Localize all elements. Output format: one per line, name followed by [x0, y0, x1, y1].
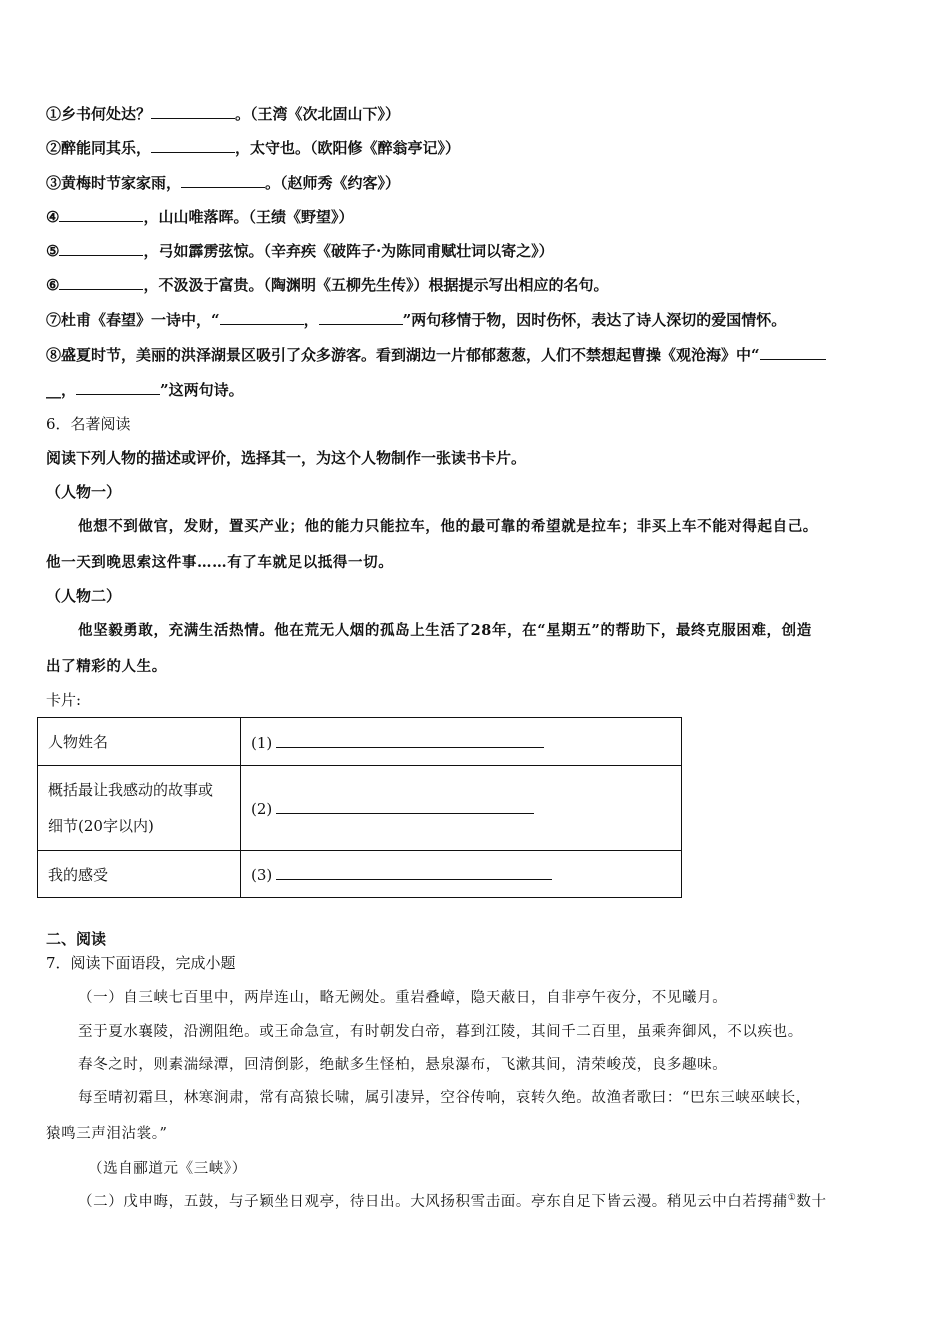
passage-source: （选自郦道元《三峡》） — [88, 1161, 247, 1177]
q6-title: 6．名著阅读 — [46, 415, 131, 433]
passage-line: 至于夏水襄陵，沿溯阻绝。或王命急宣，有时朝发白帝，暮到江陵，其间千二百里，虽乘奔御风，不以疾也。 — [78, 1024, 803, 1040]
card-row-name — [38, 718, 682, 766]
answer-blank[interactable] — [151, 103, 235, 119]
section-heading: 二、阅读 — [46, 930, 107, 948]
passage-line: 猿鸣三声泪沾裳。” — [46, 1126, 168, 1142]
card-cell-answer[interactable]: (3) — [241, 851, 682, 898]
answer-blank[interactable] — [151, 137, 235, 153]
poem-line-8-cont: __， ”这两句诗。 — [46, 381, 244, 399]
card-cell-answer[interactable]: (2) — [241, 766, 682, 851]
card-cell-label: 人物姓名 — [38, 718, 241, 766]
answer-blank[interactable] — [59, 274, 143, 290]
q7-title: 7．阅读下面语段，完成小题 — [46, 954, 236, 972]
card-cell-label: 概括最让我感动的故事或 细节(20字以内) — [38, 766, 241, 851]
card-row-story — [38, 766, 682, 851]
answer-blank[interactable] — [59, 206, 143, 222]
person2-text-line2: 出了精彩的人生。 — [46, 658, 167, 675]
person2-label: （人物二） — [46, 587, 122, 605]
reading-card-table — [37, 717, 682, 898]
answer-blank[interactable] — [181, 172, 265, 188]
person1-label: （人物一） — [46, 483, 122, 501]
card-row-feeling — [38, 851, 682, 898]
poem-line-1: ①乡书何处达？ 。（王湾《次北固山下》） — [46, 105, 401, 123]
poem-line-8: ⑧盛夏时节，美丽的洪泽湖景区吸引了众多游客。看到湖边一片郁郁葱葱，人们不禁想起曹操《观沧海》中“ — [46, 344, 826, 365]
person2-text-line1: 他坚毅勇敢，充满生活热情。他在荒无人烟的孤岛上生活了28年，在“星期五”的帮助下，最终克服困难，创造 — [78, 622, 812, 639]
person1-text-line1: 他想不到做官，发财，置买产业；他的能力只能拉车，他的最可靠的希望就是拉车；非买上车不能对得起自己。 — [78, 518, 818, 535]
q6-intro: 阅读下列人物的描述或评价，选择其一，为这个人物制作一张读书卡片。 — [46, 449, 527, 467]
person1-text-line2: 他一天到晚思索这件事……有了车就足以抵得一切。 — [46, 554, 394, 571]
card-cell-answer[interactable]: (1) — [241, 718, 682, 766]
poem-line-3: ③黄梅时节家家雨， 。（赵师秀《约客》） — [46, 174, 401, 192]
passage-line: 每至晴初霜旦，林寒涧肃，常有高猿长啸，属引凄异，空谷传响，哀转久绝。故渔者歌曰：“巴东三峡巫峡长， — [78, 1090, 811, 1106]
poem-line-5: ⑤ ，弓如霹雳弦惊。（辛弃疾《破阵子·为陈同甫赋壮词以寄之》） — [46, 242, 554, 260]
answer-blank[interactable] — [319, 309, 403, 325]
passage-line: （二）戊申晦，五鼓，与子颖坐日观亭，待日出。大风扬积雪击面。亭东自足下皆云漫。稍见云中白若摴蒱①数十 — [78, 1193, 827, 1210]
answer-blank[interactable] — [76, 379, 160, 395]
card-cell-label: 我的感受 — [38, 851, 241, 898]
passage-line: 春冬之时，则素湍绿潭，回清倒影，绝献多生怪柏，悬泉瀑布，飞漱其间，清荣峻茂，良多趣味。 — [78, 1057, 728, 1073]
poem-line-4: ④ ，山山唯落晖。（王绩《野望》） — [46, 208, 354, 226]
passage-line: （一）自三峡七百里中，两岸连山，略无阙处。重岩叠嶂，隐天蔽日，自非亭午夜分，不见曦月。 — [78, 990, 728, 1006]
answer-blank[interactable] — [220, 309, 304, 325]
answer-blank[interactable] — [59, 240, 143, 256]
poem-line-6: ⑥ ，不汲汲于富贵。（陶渊明《五柳先生传》）根据提示写出相应的名句。 — [46, 276, 609, 294]
card-label: 卡片: — [46, 691, 82, 709]
poem-line-2: ②醉能同其乐， ，太守也。（欧阳修《醉翁亭记》） — [46, 139, 461, 157]
poem-line-7: ⑦杜甫《春望》一诗中，“ ， ”两句移情于物，因时伤怀，表达了诗人深切的爱国情怀。 — [46, 311, 787, 329]
answer-blank[interactable] — [760, 344, 826, 360]
